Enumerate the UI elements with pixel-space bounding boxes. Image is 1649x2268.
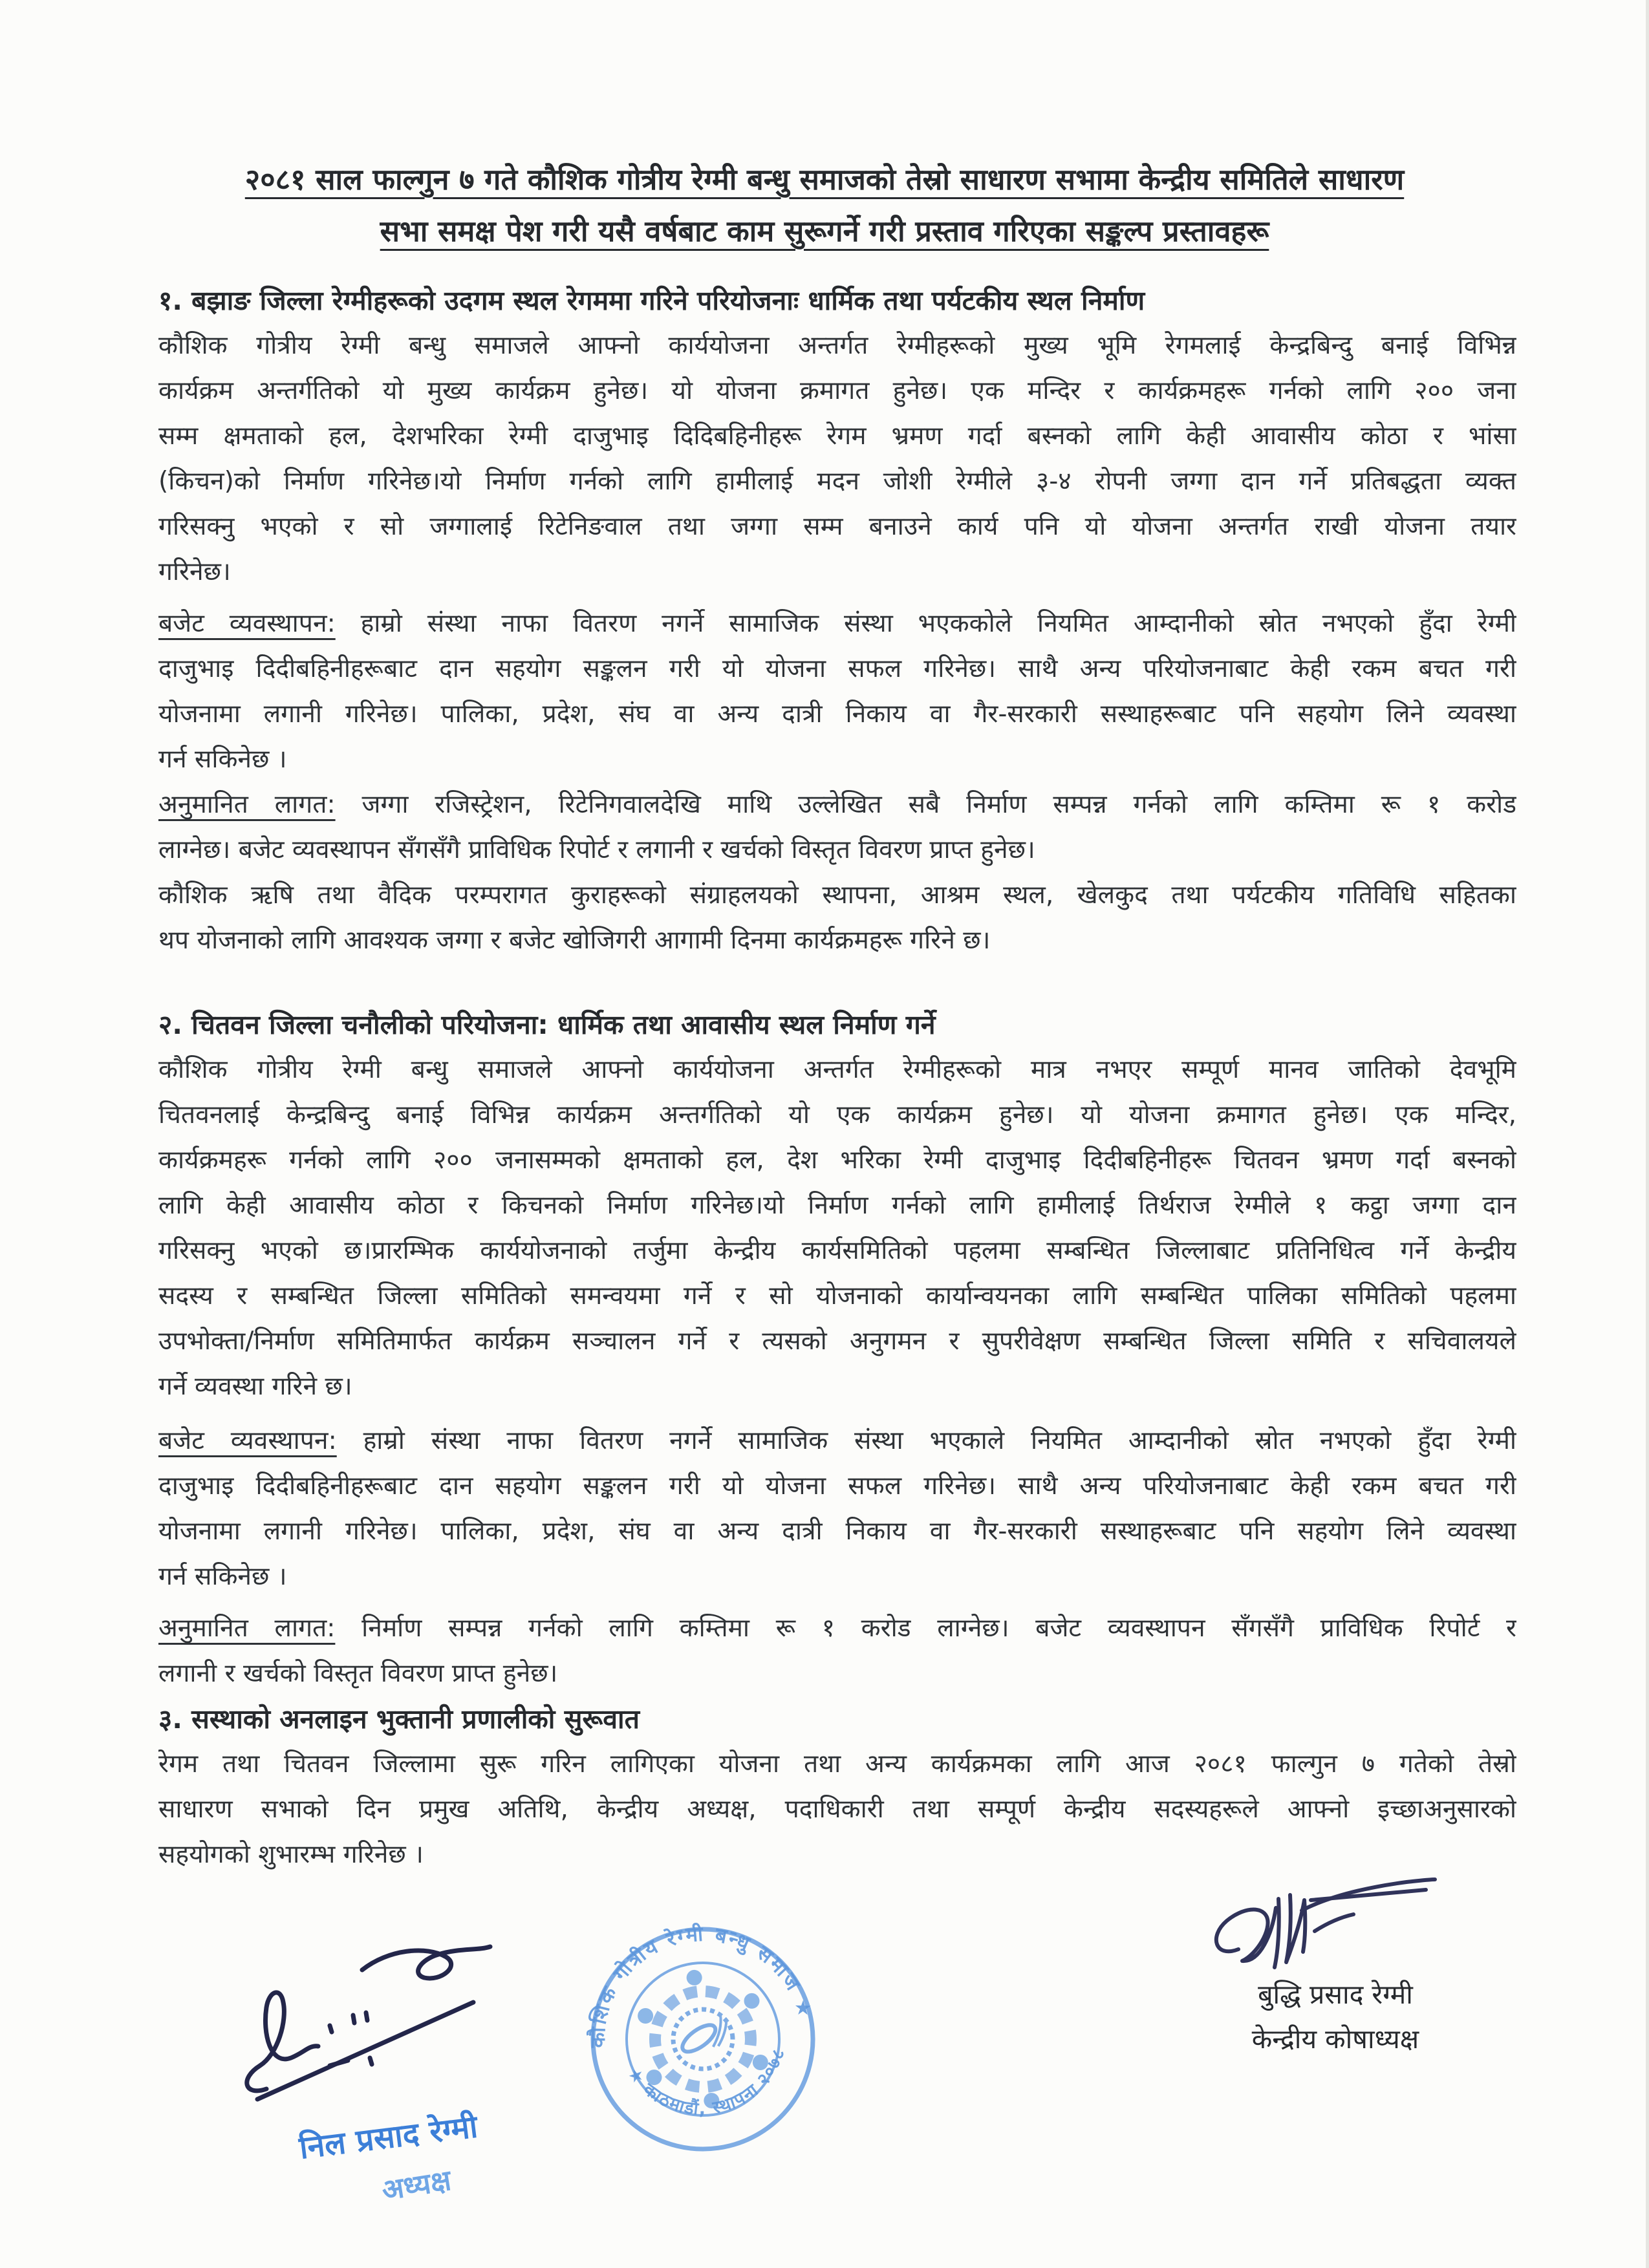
estimated-cost-label: अनुमानित लागत: [158, 1614, 336, 1643]
paragraph-line: उपभोक्ता/निर्माण समितिमार्फत कार्यक्रम सञ्चालन गर्ने र त्यसको अनुगमन र सुपरीवेक्षण सम्बन्धित जिल्ला समिति र सचिवालयले [158, 1327, 1516, 1356]
section-2-intro-paragraph [158, 1047, 1516, 1409]
stamp-arc-top-text: कौशिक गोत्रीय रेग्मी बन्धु समाज ★ [586, 1922, 817, 2048]
paragraph-line: योजनामा लगानी गरिनेछ। पालिका, प्रदेश, संघ वा अन्य दात्री निकाय वा गैर-सरकारी सस्थाहरूबाट पनि सहयोग लिने व्यवस्था [158, 1517, 1516, 1546]
scan-edge-shadow [1646, 0, 1649, 2268]
paragraph-line: अनुमानित लागत: जग्गा रजिस्ट्रेशन, रिटेनिगवालदेखि माथि उल्लेखित सबै निर्माण सम्पन्न गर्नको लागि कम्तिमा रू १ करोड [158, 790, 1516, 819]
paragraph-line: कौशिक गोत्रीय रेग्मी बन्धु समाजले आफ्नो कार्ययोजना अन्तर्गत रेग्मीहरूको मुख्य भूमि रेगमलाई केन्द्रबिन्दु बनाई विभिन्न [158, 331, 1516, 360]
paragraph-line: कार्यक्रमहरू गर्नको लागि २०० जनासम्मको क्षमताको हल, देश भरिका रेग्मी दाजुभाइ दिदीबहिनीहरू चितवन भ्रमण गर्दा बस्नको [158, 1146, 1516, 1175]
signature-left-icon [233, 1943, 517, 2117]
paragraph-line: लागि केही आवासीय कोठा र किचनको निर्माण गरिनेछ।यो निर्माण गर्नको लागि हामीलाई तिर्थराज रेग्मीले १ कट्ठा जग्गा दान [158, 1191, 1516, 1220]
paragraph-line: लगानी र खर्चको विस्तृत विवरण प्राप्त हुनेछ। [158, 1659, 558, 1688]
right-signatory-block [1229, 1973, 1442, 2062]
paragraph-line: कार्यक्रम अन्तर्गतिको यो मुख्य कार्यक्रम हुनेछ। यो योजना क्रमागत हुनेछ। एक मन्दिर र कार्यक्रमहरू गर्नको लागि २०० जना [158, 376, 1516, 405]
paragraph-line: कौशिक गोत्रीय रेग्मी बन्धु समाजले आफ्नो कार्ययोजना अन्तर्गत रेग्मीहरूको मात्र नभएर सम्पूर्ण मानव जातिको देवभूमि [158, 1055, 1516, 1084]
paragraph-line: बजेट व्यवस्थापन: हाम्रो संस्था नाफा वितरण नगर्ने सामाजिक संस्था भएकाले नियमित आम्दानीको स्रोत नभएको हुँदा रेग्मी [158, 1426, 1516, 1455]
right-signatory-name: बुद्धि प्रसाद रेग्मी [1258, 1979, 1413, 2010]
paragraph-line: दाजुभाइ दिदीबहिनीहरूबाट दान सहयोग सङ्कलन गरी यो योजना सफल गरिनेछ। साथै अन्य परियोजनाबाट केही रकम बचत गरी [158, 654, 1516, 683]
paragraph-line: अनुमानित लागत: निर्माण सम्पन्न गर्नको लागि कम्तिमा रू १ करोड लाग्नेछ। बजेट व्यवस्थापन सँगसँगै प्राविधिक रिपोर्ट र [158, 1614, 1516, 1643]
paragraph-line: गरिनेछ। [158, 557, 231, 586]
section-1-additional-paragraph [158, 873, 1516, 963]
paragraph-line: गर्न सकिनेछ । [158, 1562, 287, 1591]
paragraph-line: चितवनलाई केन्द्रबिन्दु बनाई विभिन्न कार्यक्रम अन्तर्गतिको यो एक कार्यक्रम हुनेछ। यो योजना क्रमागत हुनेछ। एक मन्दिर, [158, 1100, 1516, 1129]
left-signatory-name: निल प्रसाद रेग्मी [297, 2108, 480, 2166]
paragraph-line: गरिसक्नु भएको छ।प्रारम्भिक कार्ययोजनाको तर्जुमा केन्द्रीय कार्यसमितिको पहलमा सम्बन्धित जिल्लाबाट प्रतिनिधित्व गर्ने केन्द्रीय [158, 1236, 1516, 1265]
budget-label: बजेट व्यवस्थापन: [158, 1426, 337, 1455]
budget-label: बजेट व्यवस्थापन: [158, 609, 336, 638]
estimated-cost-label: अनुमानित लागत: [158, 790, 336, 819]
paragraph-line: सहयोगको शुभारम्भ गरिनेछ । [158, 1840, 424, 1869]
section-3-heading: ३. सस्थाको अनलाइन भुक्तानी प्रणालीको सुरूवात [158, 1704, 640, 1735]
title-line-2: सभा समक्ष पेश गरी यसै वर्षबाट काम सुरूगर्ने गरी प्रस्ताव गरिएका सङ्कल्प प्रस्तावहरू [380, 214, 1269, 248]
document-body [158, 0, 1516, 1878]
stamp-arc-bottom-text: ★ काठमाडौं, स्थापना २०७८ [623, 2045, 790, 2119]
section-1-budget-paragraph [158, 601, 1516, 782]
paragraph-line: सम्म क्षमताको हल, देशभरिका रेग्मी दाजुभाइ दिदिबहिनीहरू रेगम भ्रमण गर्दा बस्नको लागि केही आवासीय कोठा र भांसा [158, 422, 1516, 451]
section-1-heading: १. बझाङ जिल्ला रेग्मीहरूको उदगम स्थल रेगममा गरिने परियोजनाः धार्मिक तथा पर्यटकीय स्थल निर्माण [158, 285, 1145, 316]
left-signatory-role: अध्यक्ष [380, 2163, 453, 2208]
title-line-1: २०८१ साल फाल्गुन ७ गते कौशिक गोत्रीय रेग्मी बन्धु समाजको तेस्रो साधारण सभामा केन्द्रीय समितिले साधारण [244, 162, 1405, 197]
paragraph-line: गर्ने व्यवस्था गरिने छ। [158, 1372, 352, 1401]
stamp-seal-icon [570, 1906, 835, 2172]
section-2-cost-paragraph [158, 1606, 1516, 1696]
paragraph-line: गर्न सकिनेछ । [158, 745, 287, 774]
section-1-cost-paragraph [158, 782, 1516, 873]
right-signatory-role: केन्द्रीय कोषाध्यक्ष [1251, 2024, 1419, 2055]
paragraph-line: सदस्य र सम्बन्धित जिल्ला समितिको समन्वयमा गर्ने र सो योजनाको कार्यान्वयनका लागि सम्बन्धित पालिका समितिको पहलमा [158, 1281, 1516, 1311]
section-2-budget-paragraph [158, 1418, 1516, 1599]
paragraph-line: लाग्नेछ। बजेट व्यवस्थापन सँगसँगै प्राविधिक रिपोर्ट र लगानी र खर्चको विस्तृत विवरण प्राप्त हुनेछ। [158, 835, 1035, 864]
paragraph-line: (किचन)को निर्माण गरिनेछ।यो निर्माण गर्नको लागि हामीलाई मदन जोशी रेग्मीले ३-४ रोपनी जग्गा दान गर्ने प्रतिबद्धता व्यक्त [158, 467, 1516, 496]
paragraph-line: दाजुभाइ दिदीबहिनीहरूबाट दान सहयोग सङ्कलन गरी यो योजना सफल गरिनेछ। साथै अन्य परियोजनाबाट केही रकम बचत गरी [158, 1471, 1516, 1501]
paragraph-line: गरिसक्नु भएको र सो जग्गालाई रिटेनिङवाल तथा जग्गा सम्म बनाउने कार्य पनि यो योजना अन्तर्गत राखी योजना तयार [158, 512, 1516, 541]
paragraph-line: योजनामा लगानी गरिनेछ। पालिका, प्रदेश, संघ वा अन्य दात्री निकाय वा गैर-सरकारी सस्थाहरूबाट पनि सहयोग लिने व्यवस्था [158, 700, 1516, 729]
section-3-paragraph [158, 1742, 1516, 1878]
section-2-heading: २. चितवन जिल्ला चनौलीको परियोजना: धार्मिक तथा आवासीय स्थल निर्माण गर्ने [158, 1009, 936, 1040]
paragraph-line: रेगम तथा चितवन जिल्लामा सुरू गरिन लागिएका योजना तथा अन्य कार्यक्रमका लागि आज २०८१ फाल्गुन ७ गतेको तेस्रो [158, 1749, 1516, 1779]
section-1-intro-paragraph [158, 323, 1516, 595]
paragraph-line: साधारण सभाको दिन प्रमुख अतिथि, केन्द्रीय अध्यक्ष, पदाधिकारी तथा सम्पूर्ण केन्द्रीय सदस्यहरूले आफ्नो इच्छाअनुसारको [158, 1795, 1516, 1824]
paragraph-line: कौशिक ऋषि तथा वैदिक परम्परागत कुराहरूको संग्राहलयको स्थापना, आश्रम स्थल, खेलकुद तथा पर्यटकीय गतिविधि सहितका [158, 881, 1516, 910]
paragraph-line: थप योजनाको लागि आवश्यक जग्गा र बजेट खोजिगरी आगामी दिनमा कार्यक्रमहरू गरिने छ। [158, 926, 991, 955]
paragraph-line: बजेट व्यवस्थापन: हाम्रो संस्था नाफा वितरण नगर्ने सामाजिक संस्था भएककोले नियमित आम्दानीको स्रोत नभएको हुँदा रेग्मी [158, 609, 1516, 638]
